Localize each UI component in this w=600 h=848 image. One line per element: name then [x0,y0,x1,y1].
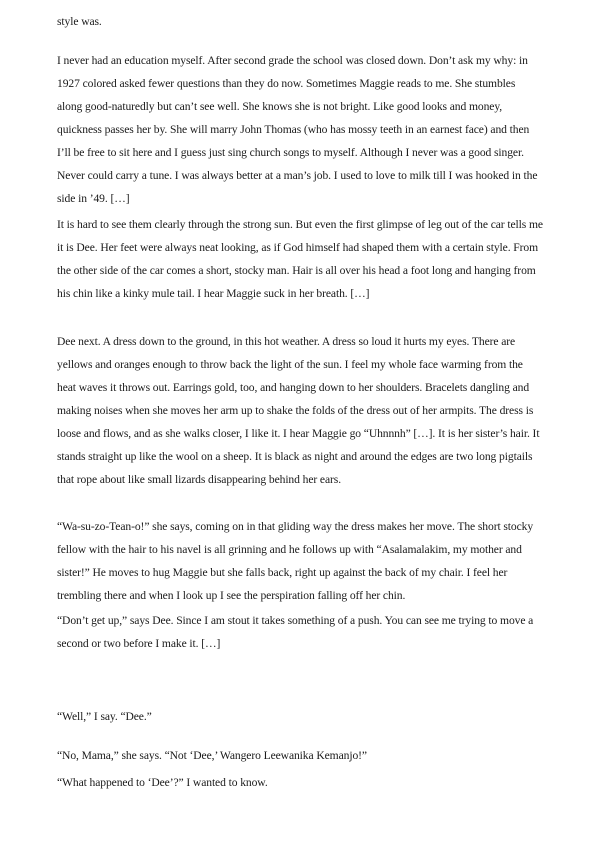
paragraph-1: I never had an education myself. After second grade the school was closed down. Don’t ask my why: in 1927 colored asked fewer questions than they do now. Sometimes Maggie reads to me. She stumbles along good-naturedly but can’t see well. She knows she is not bright. Like good looks and money, quickness passes her by. She will marry John Thomas (who has mossy teeth in an earnest face) and then I’ll be free to sit here and I guess just sing church songs to myself. Although I never was a good singer. Never could carry a tune. I was always better at a man’s job. I used to love to milk till I was hooked in the side in ’49. […] [57,54,538,205]
paragraph-5: “Don’t get up,” says Dee. Since I am stout it takes something of a push. You can see me trying to move a second or two before I make it. […] [57,614,534,650]
paragraph-0: style was. [57,15,102,28]
paragraph-4: “Wa-su-zo-Tean-o!” she says, coming on in that gliding way the dress makes her move. The short stocky fellow with the hair to his navel is all grinning and he follows up with “Asalamalakim, my mother and sister!” He moves to hug Maggie but she falls back, right up against the back of my chair. I feel her trembling there and when I look up I see the perspiration falling off her chin. [57,520,534,602]
paragraph-7: “No, Mama,” she says. “Not ‘Dee,’ Wangero Leewanika Kemanjo!” [57,749,367,762]
paragraph-3: Dee next. A dress down to the ground, in this hot weather. A dress so loud it hurts my eyes. There are yellows and oranges enough to throw back the light of the sun. I feel my whole face warming from the heat waves it throws out. Earrings gold, too, and hanging down to her shoulders. Bracelets dangling and making noises when she moves her arm up to shake the folds of the dress out of her armpits. The dress is loose and flows, and as she walks closer, I like it. I hear Maggie go “Uhnnnh” […]. It is her sister’s hair. It stands straight up like the wool on a sheep. It is black as night and around the edges are two long pigtails that rope about like small lizards disappearing behind her ears. [57,335,540,486]
paragraph-2: It is hard to see them clearly through the strong sun. But even the first glimpse of leg out of the car tells me it is Dee. Her feet were always neat looking, as if God himself had shaped them with a certain style. From the other side of the car comes a short, stocky man. Hair is all over his head a foot long and hanging from his chin like a kinky mule tail. I hear Maggie suck in her breath. […] [57,218,543,300]
paragraph-8: “What happened to ‘Dee’?” I wanted to know. [57,776,268,789]
paragraph-6: “Well,” I say. “Dee.” [57,710,152,723]
